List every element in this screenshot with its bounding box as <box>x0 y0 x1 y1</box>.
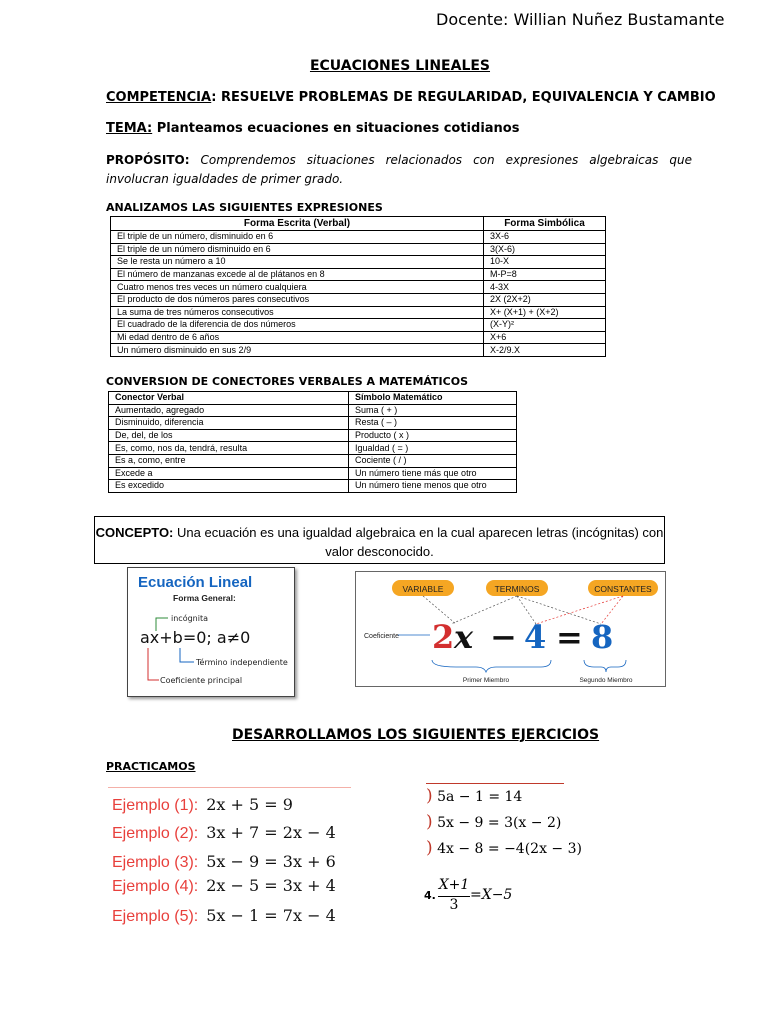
table-cell-symbol: 10-X <box>484 256 606 269</box>
competencia-text: : RESUELVE PROBLEMAS DE REGULARIDAD, EQUIVALENCIA Y CAMBIO <box>211 90 716 105</box>
card-subtitle: Forma General: <box>173 593 236 603</box>
segundo-brace <box>584 660 626 672</box>
table-cell-verbal: La suma de tres números consecutivos <box>111 306 484 319</box>
ejercicio-equation: 4x − 8 = −4(2x − 3) <box>437 841 582 857</box>
ejercicios-divider <box>426 783 564 784</box>
ejemplo-3 <box>112 852 336 872</box>
primer-miembro-label: Primer Miembro <box>462 677 510 684</box>
concepto-text: Una ecuación es una igualdad algebraica en la cual aparecen letras (incógnitas) con valor desconocido. <box>173 525 664 559</box>
table-row <box>109 442 517 455</box>
ecuacion-lineal-diagram <box>128 568 296 698</box>
table-cell-symbol: 4-3X <box>484 281 606 294</box>
expresiones-heading: ANALIZAMOS LAS SIGUIENTES EXPRESIONES <box>106 201 383 214</box>
coeficiente-tag: Coeficiente <box>364 633 400 640</box>
table-row <box>109 480 517 493</box>
table-row <box>111 344 606 357</box>
column-header-simbolica: Forma Simbólica <box>484 217 606 231</box>
ejemplo-1 <box>112 795 293 815</box>
table-cell-verbal: Cuatro menos tres veces un número cualquiera <box>111 281 484 294</box>
conectores-table <box>108 391 517 493</box>
table-cell-symbol: X+ (X+1) + (X+2) <box>484 306 606 319</box>
ejemplo-5 <box>112 906 336 926</box>
table-row <box>111 319 606 332</box>
termino-pointer <box>180 648 194 662</box>
table-cell-verbal: Aumentado, agregado <box>109 404 349 417</box>
column-header-conector: Conector Verbal <box>109 392 349 405</box>
equation-four: 4 <box>524 618 547 656</box>
terminos-diagram <box>356 572 667 688</box>
practicamos-heading: PRACTICAMOS <box>106 760 196 773</box>
competencia-line <box>106 90 716 105</box>
table-row <box>111 306 606 319</box>
table-cell-symbol: Un número tiene menos que otro <box>349 480 517 493</box>
ejemplo-label: Ejemplo (4): <box>112 878 199 895</box>
table-cell-symbol: X+6 <box>484 331 606 344</box>
table-header-row <box>109 392 517 405</box>
ejercicio-2 <box>426 812 561 832</box>
ejemplo-2 <box>112 823 336 843</box>
terminos-tag-label: TERMINOS <box>494 584 540 594</box>
ejemplo-equation: 2x + 5 = 9 <box>206 795 293 814</box>
tema-label: TEMA: <box>106 121 153 136</box>
equation-coefficient: 2 <box>432 618 455 656</box>
table-row <box>111 293 606 306</box>
table-row <box>111 331 606 344</box>
table-cell-verbal: Un número disminuido en sus 2/9 <box>111 344 484 357</box>
table-cell-verbal: Es, como, nos da, tendrá, resulta <box>109 442 349 455</box>
ejemplo-equation: 2x − 5 = 3x + 4 <box>206 876 336 895</box>
concepto-box <box>94 516 665 564</box>
ejercicio-marker: ) <box>426 838 433 858</box>
equation-variable: x <box>454 618 474 656</box>
ejemplo-label: Ejemplo (3): <box>112 854 199 871</box>
general-formula: ax+b=0; a≠0 <box>140 628 251 647</box>
equation-equals: = <box>556 618 583 656</box>
ejercicio-equation: 5x − 9 = 3(x − 2) <box>437 815 562 831</box>
equation-eight: 8 <box>591 618 614 656</box>
table-row <box>111 243 606 256</box>
coeficiente-pointer <box>148 648 159 680</box>
table-cell-symbol: 2X (2X+2) <box>484 293 606 306</box>
table-cell-symbol: Un número tiene más que otro <box>349 467 517 480</box>
ejercicio-1 <box>426 786 522 806</box>
expresiones-table-body <box>111 231 606 357</box>
equation-minus: − <box>490 618 517 656</box>
conectores-heading: CONVERSION DE CONECTORES VERBALES A MATEMÁTICOS <box>106 375 468 388</box>
ejercicio-4-number: 4. <box>424 889 436 902</box>
teacher-name: Docente: Willian Nuñez Bustamante <box>436 10 725 29</box>
proposito-paragraph <box>106 151 692 189</box>
column-header-simbolo: Símbolo Matemático <box>349 392 517 405</box>
table-cell-symbol: M-P=8 <box>484 268 606 281</box>
table-cell-symbol: X-2/9.X <box>484 344 606 357</box>
table-cell-symbol: 3(X-6) <box>484 243 606 256</box>
table-cell-verbal: Disminuido, diferencia <box>109 417 349 430</box>
ejemplo-equation: 5x − 1 = 7x − 4 <box>206 906 336 925</box>
ejercicio-marker: ) <box>426 786 433 806</box>
ejercicio-4-rhs: =X−5 <box>470 887 513 903</box>
concepto-label: CONCEPTO: <box>95 525 174 540</box>
table-cell-verbal: Excede a <box>109 467 349 480</box>
table-cell-symbol: Suma ( + ) <box>349 404 517 417</box>
termino-label: Término independiente <box>196 658 288 667</box>
fraction-numerator: X+1 <box>438 877 470 893</box>
ejercicio-marker: ) <box>426 812 433 832</box>
ejemplo-4 <box>112 876 336 896</box>
proposito-text: Comprendemos situaciones relacionados con expresiones algebraicas que involucran igualdades de primer grado. <box>106 153 692 186</box>
table-header-row <box>111 217 606 231</box>
ecuacion-lineal-card <box>127 567 295 697</box>
table-cell-symbol: (X-Y)² <box>484 319 606 332</box>
table-cell-verbal: El cuadrado de la diferencia de dos números <box>111 319 484 332</box>
table-cell-symbol: Resta ( – ) <box>349 417 517 430</box>
table-cell-symbol: Cociente ( / ) <box>349 454 517 467</box>
desarrollo-heading: DESARROLLAMOS LOS SIGUIENTES EJERCICIOS <box>232 727 600 743</box>
table-cell-verbal: Mi edad dentro de 6 años <box>111 331 484 344</box>
table-cell-verbal: El número de manzanas excede al de plátanos en 8 <box>111 268 484 281</box>
table-row <box>111 231 606 244</box>
table-row <box>111 281 606 294</box>
competencia-label: COMPETENCIA <box>106 90 212 105</box>
column-header-verbal: Forma Escrita (Verbal) <box>111 217 484 231</box>
table-cell-symbol: 3X-6 <box>484 231 606 244</box>
table-row <box>109 429 517 442</box>
table-row <box>111 256 606 269</box>
table-cell-verbal: El triple de un número disminuido en 6 <box>111 243 484 256</box>
tema-line <box>106 121 519 136</box>
segundo-miembro-label: Segundo Miembro <box>579 677 633 684</box>
table-cell-verbal: Se le resta un número a 10 <box>111 256 484 269</box>
ejemplo-label: Ejemplo (2): <box>112 825 199 842</box>
table-row <box>109 404 517 417</box>
table-cell-verbal: Es excedido <box>109 480 349 493</box>
constantes-tag-label: CONSTANTES <box>594 584 652 594</box>
table-cell-verbal: Es a, como, entre <box>109 454 349 467</box>
ejemplo-equation: 5x − 9 = 3x + 6 <box>206 852 336 871</box>
ejercicio-equation: 5a − 1 = 14 <box>437 789 523 805</box>
table-cell-verbal: De, del, de los <box>109 429 349 442</box>
table-cell-verbal: El triple de un número, disminuido en 6 <box>111 231 484 244</box>
tema-text: Planteamos ecuaciones en situaciones cotidianos <box>152 121 520 136</box>
variable-tag-label: VARIABLE <box>402 584 444 594</box>
table-cell-symbol: Producto ( x ) <box>349 429 517 442</box>
ejemplos-divider <box>108 787 351 788</box>
table-cell-symbol: Igualdad ( = ) <box>349 442 517 455</box>
document-title: ECUACIONES LINEALES <box>309 58 491 74</box>
ejercicio-3 <box>426 838 582 858</box>
table-row <box>111 268 606 281</box>
coeficiente-label: Coeficiente principal <box>160 676 243 685</box>
ejemplo-label: Ejemplo (5): <box>112 908 199 925</box>
terminos-card <box>355 571 666 687</box>
conectores-table-body <box>109 404 517 492</box>
card-title: Ecuación Lineal <box>138 574 253 591</box>
table-row <box>109 467 517 480</box>
table-row <box>109 454 517 467</box>
table-row <box>109 417 517 430</box>
ejemplo-label: Ejemplo (1): <box>112 797 199 814</box>
expresiones-table <box>110 216 606 357</box>
incognita-label: incógnita <box>171 614 208 623</box>
table-cell-verbal: El producto de dos números pares consecutivos <box>111 293 484 306</box>
ejemplo-equation: 3x + 7 = 2x − 4 <box>206 823 336 842</box>
proposito-label: PROPÓSITO: <box>106 153 190 167</box>
primer-brace <box>432 660 551 672</box>
fraction-denominator: 3 <box>449 897 459 913</box>
